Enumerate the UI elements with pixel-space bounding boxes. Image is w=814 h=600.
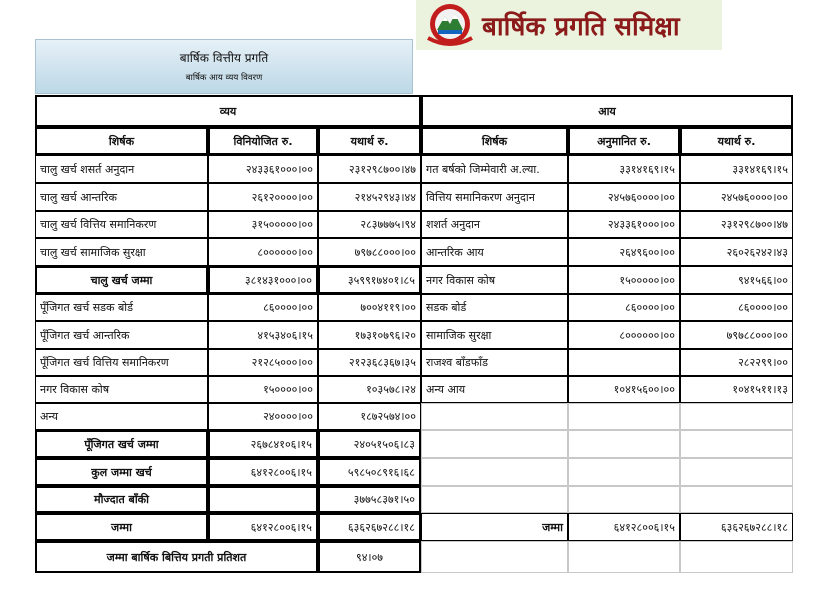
nepal-emblem-icon bbox=[420, 0, 480, 50]
expense-row-title: पूँजिगत खर्च आन्तरिक bbox=[35, 321, 208, 349]
expense-row-allocated: ४१५३४०६।१५ bbox=[208, 321, 318, 349]
income-row-title: गत बर्षको जिम्मेवारी अ.ल्या. bbox=[421, 155, 568, 183]
expense-row-allocated bbox=[208, 486, 318, 513]
expense-row-title: कुल जम्मा खर्च bbox=[35, 458, 208, 486]
expense-row-allocated: ८००००००।०० bbox=[208, 238, 318, 266]
income-row-actual: ७९७८८०००।०० bbox=[680, 321, 793, 349]
income-row-actual: ३३१४१६९।१५ bbox=[680, 155, 793, 183]
expense-row-actual: ७००४११९।०० bbox=[318, 294, 421, 321]
expense-row-actual: २१४५२९४३।४४ bbox=[318, 183, 421, 211]
income-row-actual: २३१२९८७००।४७ bbox=[680, 211, 793, 238]
report-header bbox=[35, 39, 413, 94]
income-section-header: आय bbox=[421, 95, 793, 127]
expense-row-allocated: ८६००००।०० bbox=[208, 294, 318, 321]
income-row-estimated: १०४१५६००।०० bbox=[568, 376, 680, 403]
expense-row-actual: ७९७८८०००।०० bbox=[318, 238, 421, 266]
page-title: बार्षिक वित्तीय प्रगति bbox=[179, 51, 269, 65]
income-row-title bbox=[421, 403, 568, 430]
income-row-estimated: ३३१४१६९।१५ bbox=[568, 155, 680, 183]
income-row-title bbox=[421, 430, 568, 458]
income-row-title: जम्मा bbox=[421, 513, 568, 541]
expense-row-actual: ६३६२६७२८८।१८ bbox=[318, 513, 421, 541]
income-column-header: अनुमानित रु. bbox=[568, 127, 680, 155]
income-row-estimated: २४३३६१०००।०० bbox=[568, 211, 680, 238]
empty-cell bbox=[568, 541, 680, 573]
income-row-estimated: २६४९६००।०० bbox=[568, 238, 680, 266]
expense-row-title: जम्मा bbox=[35, 513, 208, 541]
page-subtitle: बार्षिक आय व्यय विवरण bbox=[185, 73, 263, 83]
expense-row-actual: ५९८५०८९१६।६८ bbox=[318, 458, 421, 486]
income-row-title: सडक बोर्ड bbox=[421, 294, 568, 321]
expense-row-title: पूँजिगत खर्च सडक बोर्ड bbox=[35, 294, 208, 321]
expense-row-allocated: ६४१२८००६।१५ bbox=[208, 513, 318, 541]
expense-row-allocated: २१२८५०००।०० bbox=[208, 349, 318, 376]
expense-row-title: चालु खर्च वित्तिय समानिकरण bbox=[35, 211, 208, 238]
income-row-actual bbox=[680, 430, 793, 458]
income-row-title: नगर विकास कोष bbox=[421, 266, 568, 294]
expense-row-title: अन्य bbox=[35, 403, 208, 430]
income-row-actual bbox=[680, 458, 793, 486]
expense-row-allocated: ३१५०००००।०० bbox=[208, 211, 318, 238]
progress-percent-value: ९४।०७ bbox=[318, 541, 421, 573]
expense-row-title: चालु खर्च आन्तरिक bbox=[35, 183, 208, 211]
expense-column-header: शिर्षक bbox=[35, 127, 208, 155]
expense-row-title: चालु खर्च सामाजिक सुरक्षा bbox=[35, 238, 208, 266]
expense-row-allocated: ६४१२८००६।१५ bbox=[208, 458, 318, 486]
expense-column-header: यथार्थ रु. bbox=[318, 127, 421, 155]
banner-title: बार्षिक प्रगति समिक्षा bbox=[482, 12, 680, 42]
income-row-title: अन्य आय bbox=[421, 376, 568, 403]
expense-row-allocated: २६१२००००।०० bbox=[208, 183, 318, 211]
expense-row-allocated: १५००००।०० bbox=[208, 376, 318, 403]
expense-row-actual: १७३१०७९६।२० bbox=[318, 321, 421, 349]
income-row-title: आन्तरिक आय bbox=[421, 238, 568, 266]
income-row-actual bbox=[680, 486, 793, 513]
expense-section-header: व्यय bbox=[35, 95, 421, 127]
expense-column-header: विनियोजित रु. bbox=[208, 127, 318, 155]
expense-row-allocated: २४००००।०० bbox=[208, 403, 318, 430]
income-row-actual: ६३६२६७२८८।१८ bbox=[680, 513, 793, 541]
income-row-actual bbox=[680, 403, 793, 430]
empty-cell bbox=[421, 541, 568, 573]
expense-row-actual: १८७२५७४।०० bbox=[318, 403, 421, 430]
income-row-estimated bbox=[568, 486, 680, 513]
expense-row-actual: ३५९९१७४०१।८५ bbox=[318, 266, 421, 294]
income-row-actual: २४५७६००००।०० bbox=[680, 183, 793, 211]
expense-row-actual: २१२३६८३६७।३५ bbox=[318, 349, 421, 376]
expense-row-actual: २८३७७७५।९४ bbox=[318, 211, 421, 238]
income-row-actual: ८६००००।०० bbox=[680, 294, 793, 321]
income-row-estimated bbox=[568, 430, 680, 458]
expense-row-allocated: २४३३६१०००।०० bbox=[208, 155, 318, 183]
income-row-title: वित्तिय समानिकरण अनुदान bbox=[421, 183, 568, 211]
income-column-header: यथार्थ रु. bbox=[680, 127, 793, 155]
expense-row-allocated: २६७८४१०६।१५ bbox=[208, 430, 318, 458]
empty-cell bbox=[680, 541, 793, 573]
income-row-title bbox=[421, 486, 568, 513]
income-row-title: शशर्त अनुदान bbox=[421, 211, 568, 238]
expense-row-title: चालु खर्च जम्मा bbox=[35, 266, 208, 294]
expense-row-actual: २४०५१५०६।८३ bbox=[318, 430, 421, 458]
income-row-title: राजश्व बाँडफाँड bbox=[421, 349, 568, 376]
expense-row-actual: ३७७५८३७१।५० bbox=[318, 486, 421, 513]
income-row-estimated bbox=[568, 349, 680, 376]
income-row-actual: २६०२६२४२।४३ bbox=[680, 238, 793, 266]
income-row-estimated: १५०००००।०० bbox=[568, 266, 680, 294]
expense-row-title: पूँजिगत खर्च वित्तिय समानिकरण bbox=[35, 349, 208, 376]
expense-row-actual: १०३५७८।२४ bbox=[318, 376, 421, 403]
income-row-actual: १०४१५११।१३ bbox=[680, 376, 793, 403]
progress-percent-label: जम्मा बार्षिक बित्तिय प्रगती प्रतिशत bbox=[35, 541, 318, 573]
income-row-title bbox=[421, 458, 568, 486]
report-banner bbox=[416, 0, 722, 50]
income-row-actual: २८२२९९।०० bbox=[680, 349, 793, 376]
income-row-estimated: २४५७६००००।०० bbox=[568, 183, 680, 211]
expense-row-title: पूँजिगत खर्च जम्मा bbox=[35, 430, 208, 458]
income-row-estimated: ६४१२८००६।१५ bbox=[568, 513, 680, 541]
income-row-estimated: ८६००००।०० bbox=[568, 294, 680, 321]
expense-row-title: चालु खर्च शसर्त अनुदान bbox=[35, 155, 208, 183]
income-row-actual: ९४१५६६।०० bbox=[680, 266, 793, 294]
expense-row-actual: २३१२९८७००।४७ bbox=[318, 155, 421, 183]
income-row-estimated bbox=[568, 403, 680, 430]
income-column-header: शिर्षक bbox=[421, 127, 568, 155]
expense-row-title: नगर विकास कोष bbox=[35, 376, 208, 403]
income-row-title: सामाजिक सुरक्षा bbox=[421, 321, 568, 349]
expense-row-title: मौज्दात बाँकी bbox=[35, 486, 208, 513]
expense-row-allocated: ३८१४३१०००।०० bbox=[208, 266, 318, 294]
income-row-estimated bbox=[568, 458, 680, 486]
income-row-estimated: ८००००००।०० bbox=[568, 321, 680, 349]
